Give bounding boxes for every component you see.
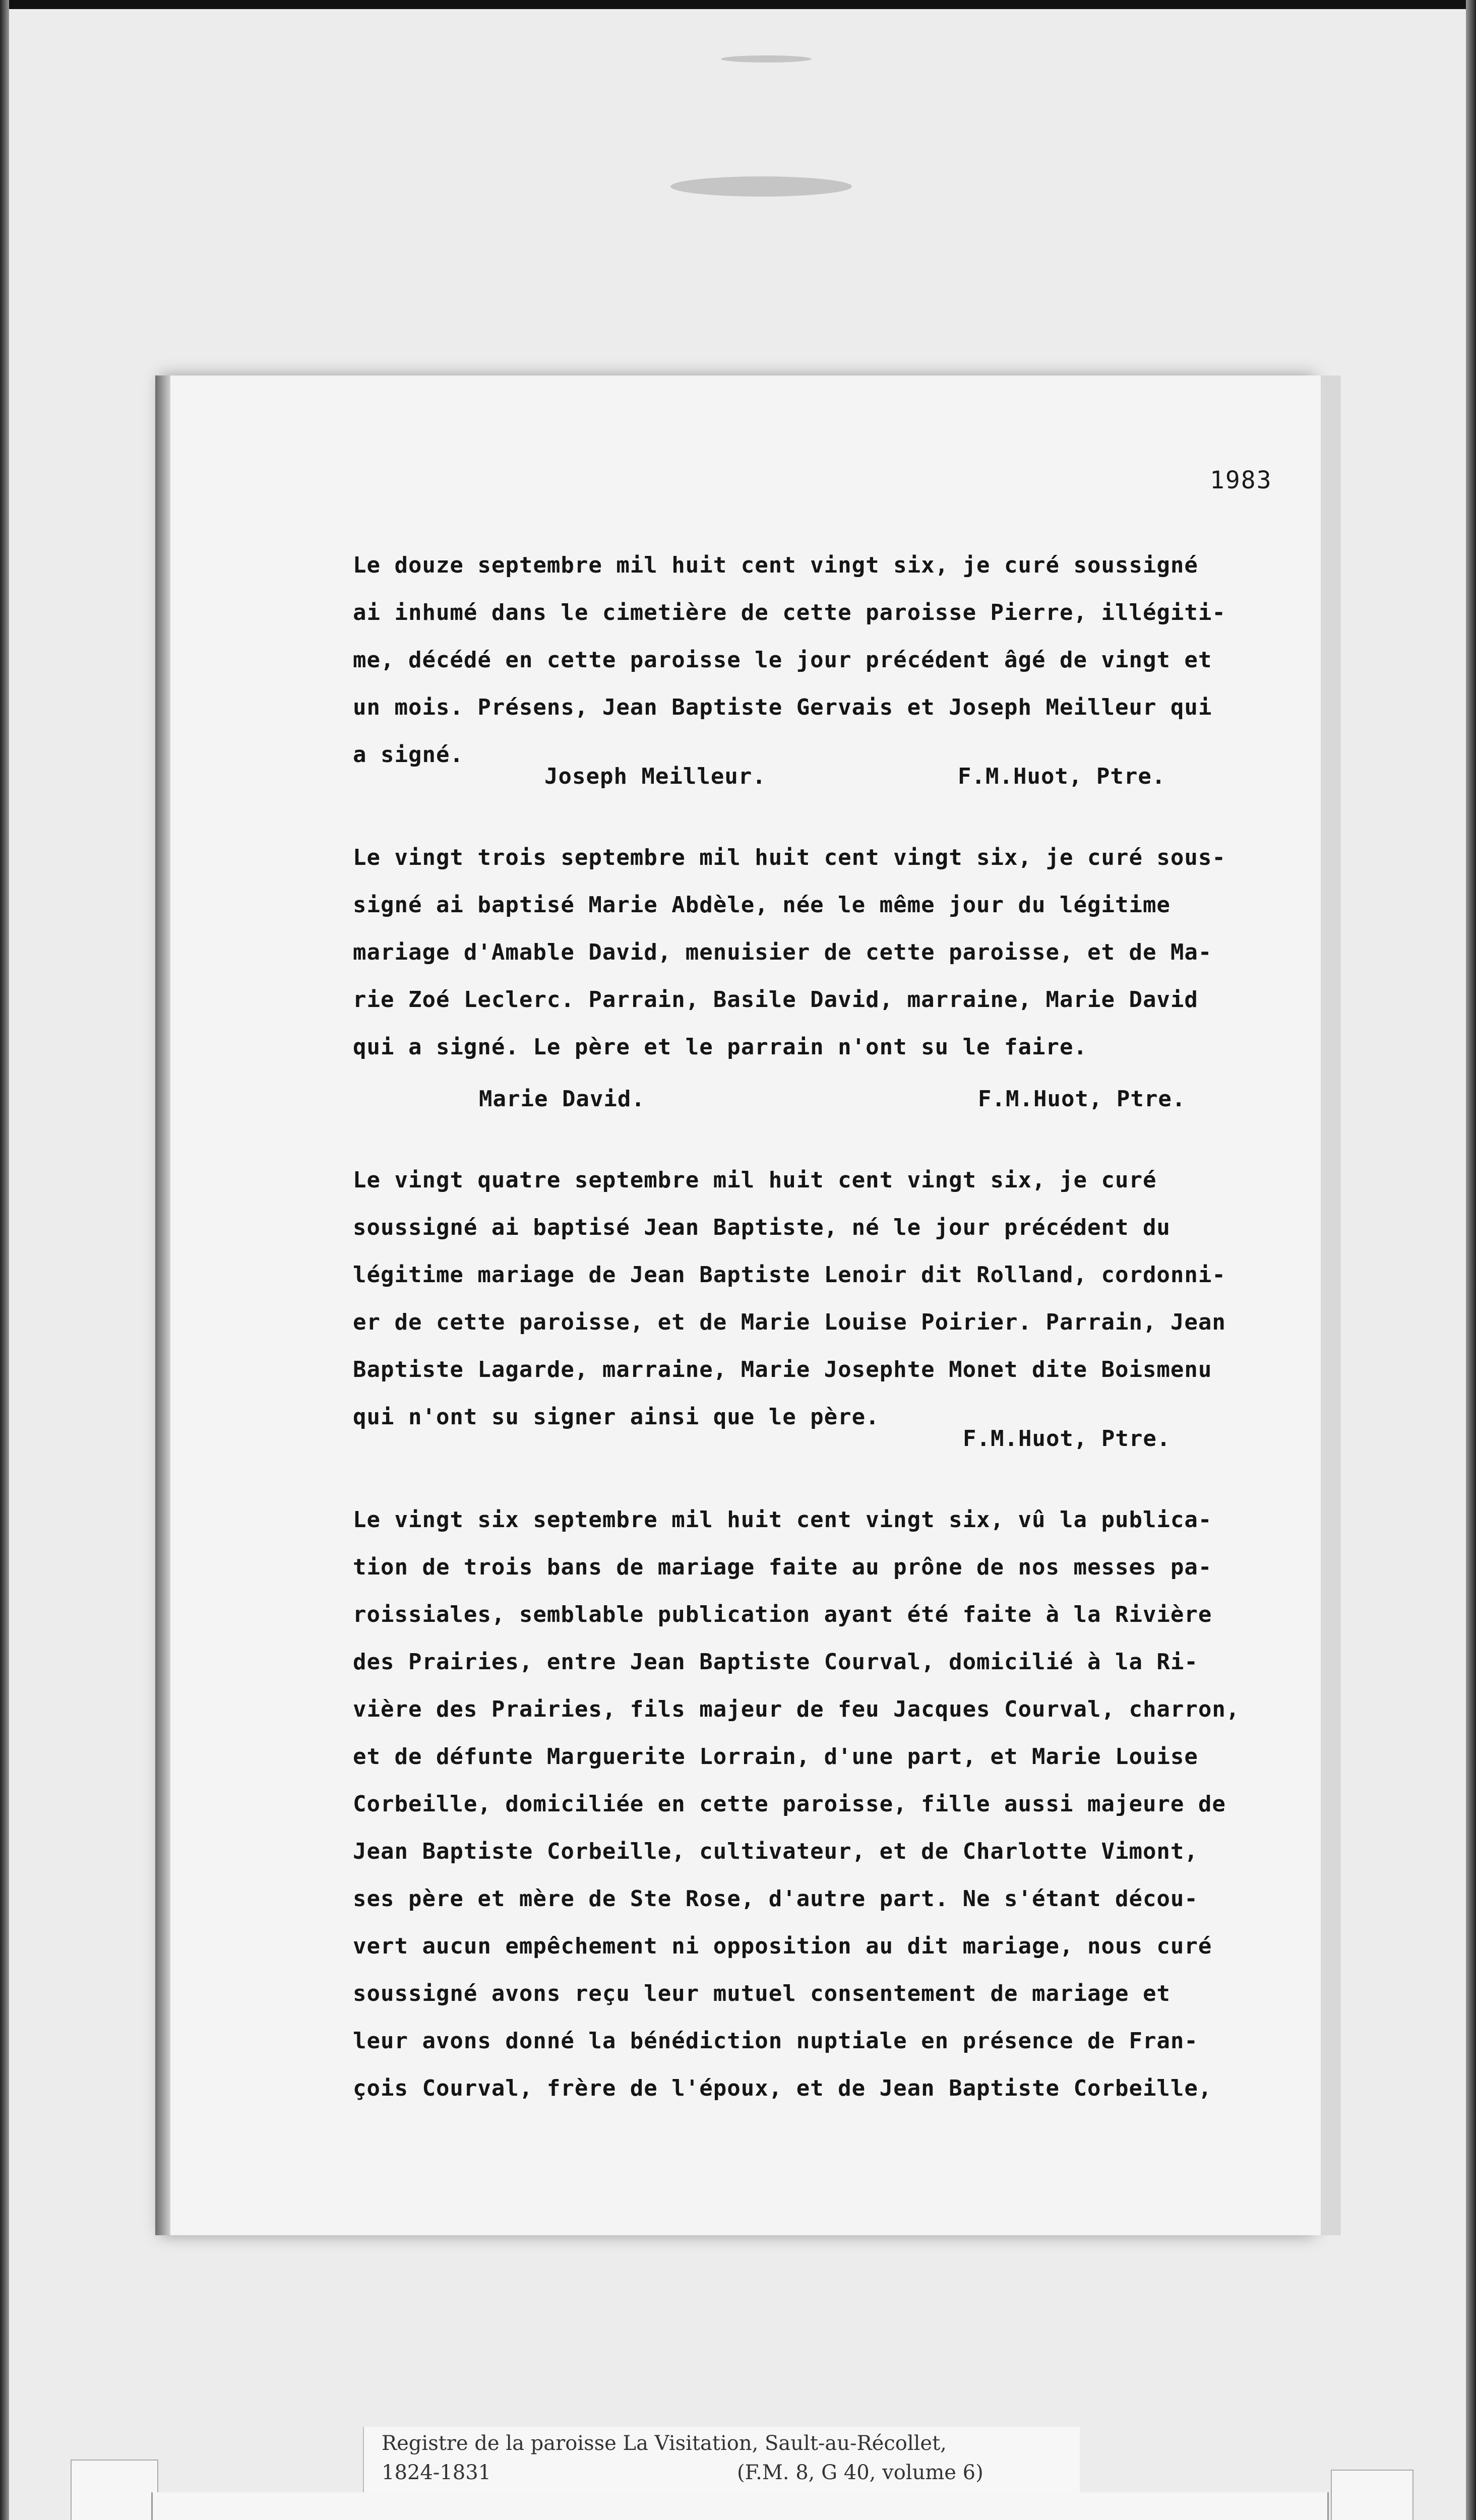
film-edge-top <box>0 0 1476 9</box>
page-number: 1983 <box>1210 466 1272 494</box>
film-edge-right <box>1466 0 1476 2520</box>
entry-1-signatures <box>353 759 1285 814</box>
catalog-fonds-reference: (F.M. 8, G 40, volume 6) <box>737 2461 983 2484</box>
film-smudge <box>721 55 812 62</box>
film-smudge <box>670 176 852 197</box>
entry-baptism-marie-abdele: Le vingt trois septembre mil huit cent vingt six, je curé sous- signé ai baptisé Marie Abdèle, née le même jour du légitime mariage d'Amable David, menuisier de cette paroisse, et de Ma- rie Zoé Leclerc. Parrain, Basile David, marraine, Marie David qui a signé. Le père et le parrain n'ont su le faire. <box>353 845 1226 1060</box>
public-archives-stamp <box>151 2492 1329 2520</box>
catalog-reference-card <box>363 2427 1080 2492</box>
signature-joseph-meilleur: Joseph Meilleur. <box>544 764 766 789</box>
register-entries <box>353 542 1285 2112</box>
entry-3-signatures <box>353 1421 1285 1476</box>
entry-2-signatures <box>353 1081 1285 1137</box>
film-edge-left <box>0 0 9 2520</box>
typed-register-page <box>166 375 1321 2235</box>
archive-box-side-tab <box>1331 2470 1413 2520</box>
signature-huot: F.M.Huot, Ptre. <box>978 1086 1186 1112</box>
signature-huot: F.M.Huot, Ptre. <box>963 1426 1171 1452</box>
catalog-years: 1824-1831 <box>382 2461 491 2484</box>
catalog-register-title: Registre de la paroisse La Visitation, Sault-au-Récollet, <box>382 2432 947 2455</box>
signature-huot: F.M.Huot, Ptre. <box>958 764 1166 789</box>
entry-baptism-jean-baptiste: Le vingt quatre septembre mil huit cent vingt six, je curé soussigné ai baptisé Jean Baptiste, né le jour précédent du légitime mariage de Jean Baptiste Lenoir dit Rolland, cordonni- er de cette paroisse, et de Marie Louise Poirier. Parrain, Jean Baptiste Lagarde, marraine, Marie Josephte Monet dite Boismenu qui n'ont su signer ainsi que le père. <box>353 1167 1226 1430</box>
entry-burial-pierre: Le douze septembre mil huit cent vingt six, je curé soussigné ai inhumé dans le cimetière de cette paroisse Pierre, illégiti- me, décédé en cette paroisse le jour précédent âgé de vingt et un mois. Présens, Jean Baptiste Gervais et Joseph Meilleur qui a signé. <box>353 552 1226 768</box>
entry-marriage-courval-corbeille: Le vingt six septembre mil huit cent vingt six, vû la publica- tion de trois bans de mariage faite au prône de nos messes pa- roissiales, semblable publication ayant été faite à la Rivière des Prairies, entre Jean Baptiste Courval, domicilié à la Ri- vière des Prairies, fils majeur de feu Jacques Courval, charron, et de défunte Marguerite Lorrain, d'une part, et Marie Louise Corbeille, domiciliée en cette paroisse, fille aussi majeure de Jean Baptiste Corbeille, cultivateur, et de Charlotte Vimont, ses père et mère de Ste Rose, d'autre part. Ne s'étant décou- vert aucun empêchement ni opposition au dit mariage, nous curé soussigné avons reçu leur mutuel consentement de mariage et leur avons donné la bénédiction nuptiale en présence de Fran- çois Courval, frère de l'époux, et de Jean Baptiste Corbeille, <box>353 1507 1240 2101</box>
archive-box-side-tab <box>71 2460 158 2520</box>
signature-marie-david: Marie David. <box>479 1086 645 1112</box>
